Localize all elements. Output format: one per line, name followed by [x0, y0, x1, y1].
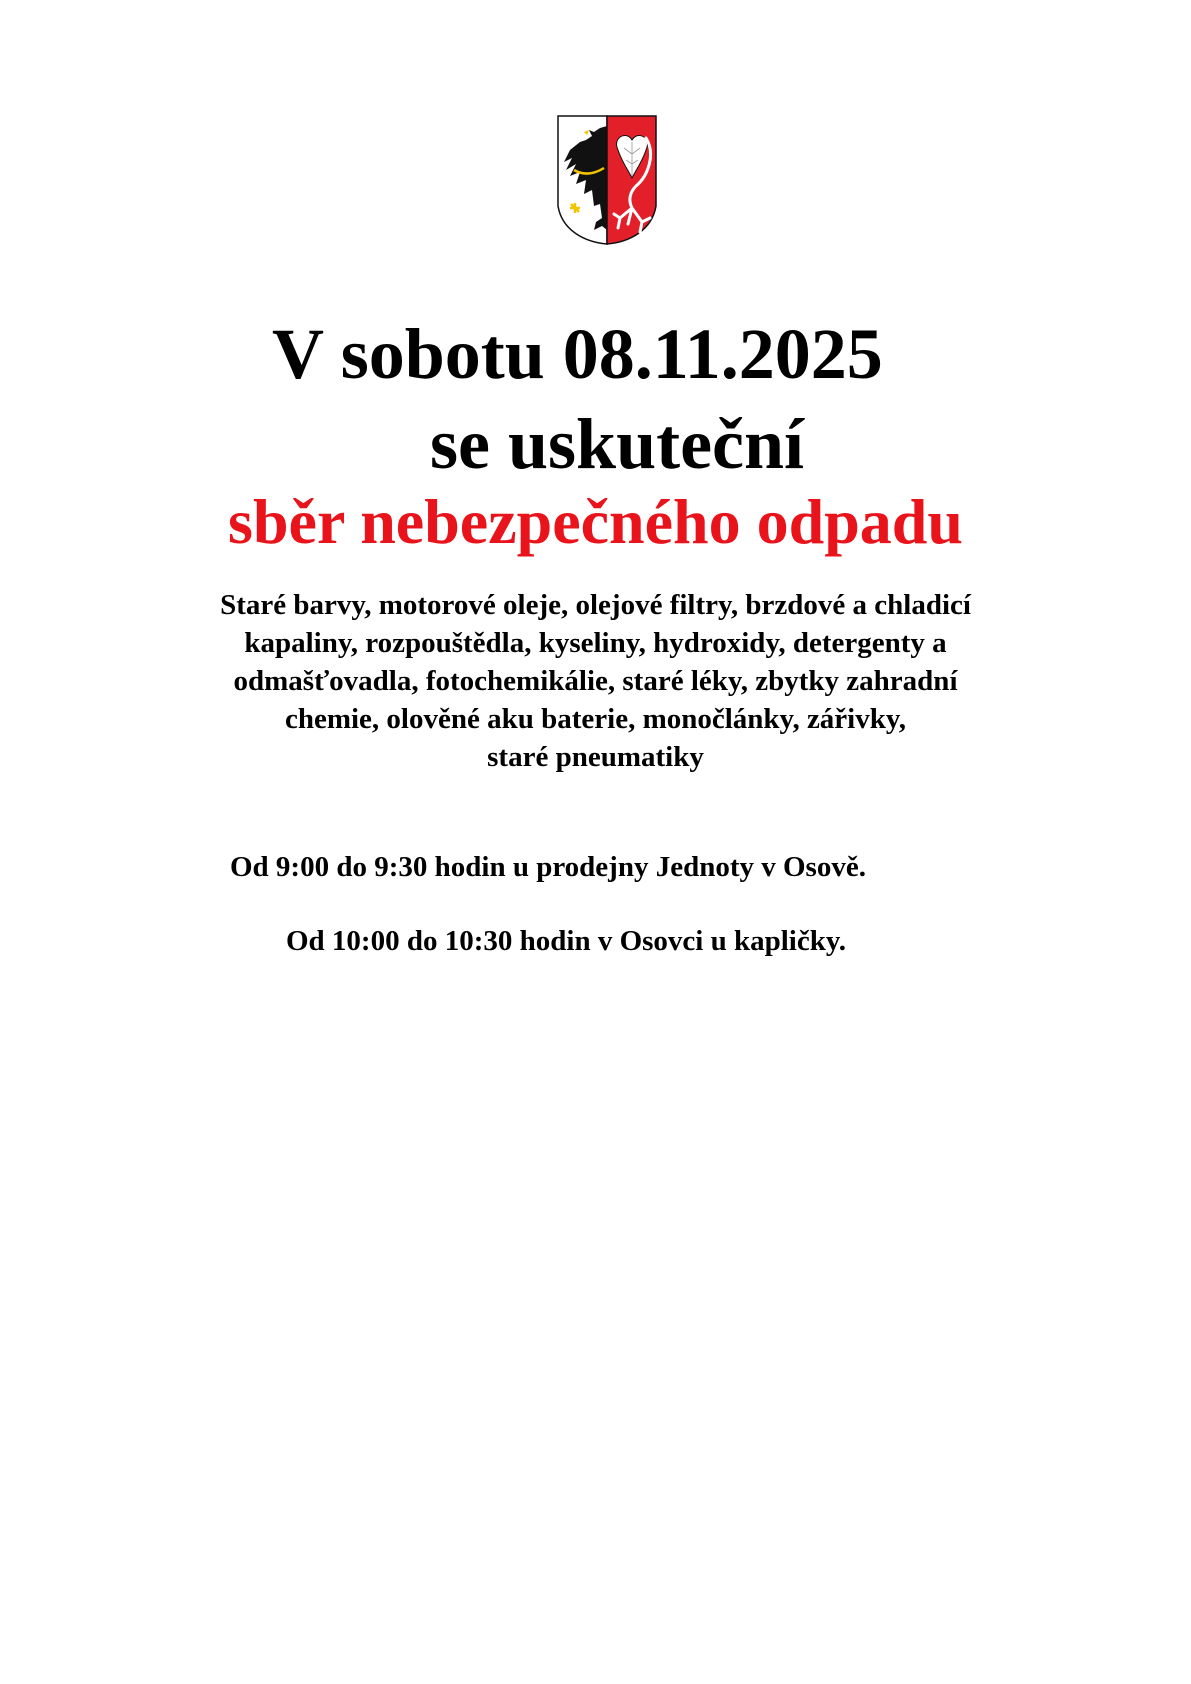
schedule-osovec: Od 10:00 do 10:30 hodin v Osovci u kapličky. [286, 925, 846, 957]
schedule-osov: Od 9:00 do 9:30 hodin u prodejny Jednoty v Osově. [230, 851, 866, 883]
heading-event: se uskuteční [430, 404, 805, 484]
waste-items-list [0, 586, 1191, 776]
heading-collection: sběr nebezpečného odpadu [228, 486, 963, 557]
heading-date: V sobotu 08.11.2025 [272, 314, 883, 394]
waste-items-line: chemie, olověné aku baterie, monočlánky, zářivky, [284, 703, 907, 735]
waste-items-line: Staré barvy, motorové oleje, olejové filtry, brzdové a chladicí [220, 589, 971, 621]
waste-items-line: kapaliny, rozpouštědla, kyseliny, hydroxidy, detergenty a [244, 627, 947, 659]
waste-items-line: staré pneumatiky [487, 741, 704, 773]
coat-of-arms-icon [556, 114, 658, 246]
waste-items-line: odmašťovadla, fotochemikálie, staré léky, zbytky zahradní [233, 665, 958, 697]
crest-right-field [607, 116, 656, 244]
